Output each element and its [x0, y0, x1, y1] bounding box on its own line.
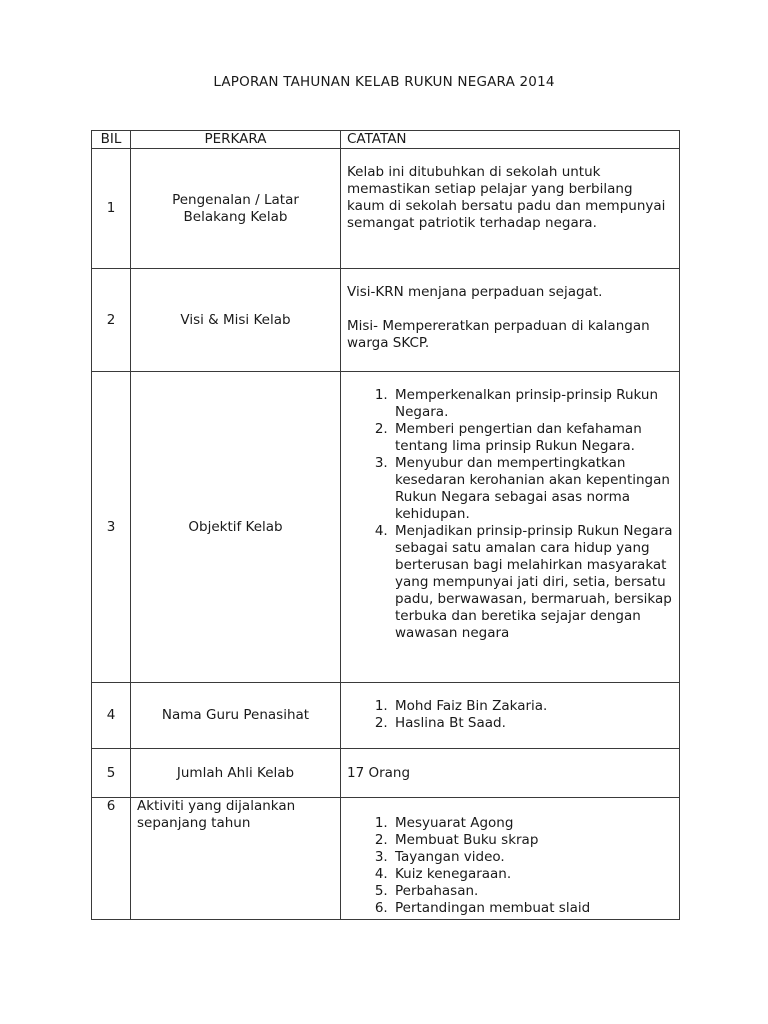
list-item: 6. Pertandingan membuat slaid: [392, 900, 673, 917]
row-catatan: Kelab ini ditubuhkan di sekolah untuk memastikan setiap pelajar yang berbilang kaum di sekolah bersatu padu dan mempunyai semangat patriotik terhadap negara.: [341, 149, 680, 269]
row-bil: 2: [92, 269, 131, 372]
report-table: [91, 130, 680, 920]
list-item: 2. Haslina Bt Saad.: [392, 715, 673, 732]
guru-list: [347, 698, 673, 732]
row-catatan: [341, 372, 680, 683]
row-bil: 5: [92, 749, 131, 798]
row-bil: 3: [92, 372, 131, 683]
table-header-row: [92, 131, 680, 149]
objektif-list: [347, 387, 673, 642]
row-catatan: 17 Orang: [341, 749, 680, 798]
row-perkara: Nama Guru Penasihat: [131, 683, 341, 749]
misi-text: Misi- Mempereratkan perpaduan di kalangan warga SKCP.: [347, 318, 650, 351]
header-catatan: CATATAN: [341, 131, 680, 149]
row-bil: 1: [92, 149, 131, 269]
row-perkara: Jumlah Ahli Kelab: [131, 749, 341, 798]
header-perkara: PERKARA: [131, 131, 341, 149]
document-title: LAPORAN TAHUNAN KELAB RUKUN NEGARA 2014: [213, 74, 555, 90]
table-row: [92, 749, 680, 798]
table-row: [92, 149, 680, 269]
list-item: 3. Tayangan video.: [392, 849, 673, 866]
list-item: 5. Perbahasan.: [392, 883, 673, 900]
list-item: 1. Mohd Faiz Bin Zakaria.: [392, 698, 673, 715]
list-item: 1. Mesyuarat Agong: [392, 815, 673, 832]
row-perkara: Aktiviti yang dijalankan sepanjang tahun: [131, 798, 341, 920]
row-perkara: Pengenalan / Latar Belakang Kelab: [131, 149, 341, 269]
row-perkara: Objektif Kelab: [131, 372, 341, 683]
row-bil: 6: [92, 798, 131, 920]
header-bil: BIL: [92, 131, 131, 149]
table-row: [92, 269, 680, 372]
list-item: 1. Memperkenalkan prinsip-prinsip Rukun Negara.: [392, 387, 673, 421]
row-catatan: [341, 683, 680, 749]
list-item: 2. Membuat Buku skrap: [392, 832, 673, 849]
row-catatan: [341, 798, 680, 920]
table-row: [92, 683, 680, 749]
row-catatan: [341, 269, 680, 372]
table-row: [92, 798, 680, 920]
list-item: 4. Menjadikan prinsip-prinsip Rukun Negara sebagai satu amalan cara hidup yang berterusan bagi melahirkan masyarakat yang mempunyai jati diri, setia, bersatu padu, berwawasan, bermaruah, bersikap terbuka dan beretika sejajar dengan wawasan negara: [392, 523, 673, 642]
list-item: 3. Menyubur dan mempertingkatkan kesedaran kerohanian akan kepentingan Rukun Negara sebagai asas norma kehidupan.: [392, 455, 673, 523]
visi-text: Visi-KRN menjana perpaduan sejagat.: [347, 284, 603, 300]
table-row: [92, 372, 680, 683]
row-bil: 4: [92, 683, 131, 749]
row-perkara: Visi & Misi Kelab: [131, 269, 341, 372]
aktiviti-list: [347, 815, 673, 917]
list-item: 2. Memberi pengertian dan kefahaman tentang lima prinsip Rukun Negara.: [392, 421, 673, 455]
list-item: 4. Kuiz kenegaraan.: [392, 866, 673, 883]
